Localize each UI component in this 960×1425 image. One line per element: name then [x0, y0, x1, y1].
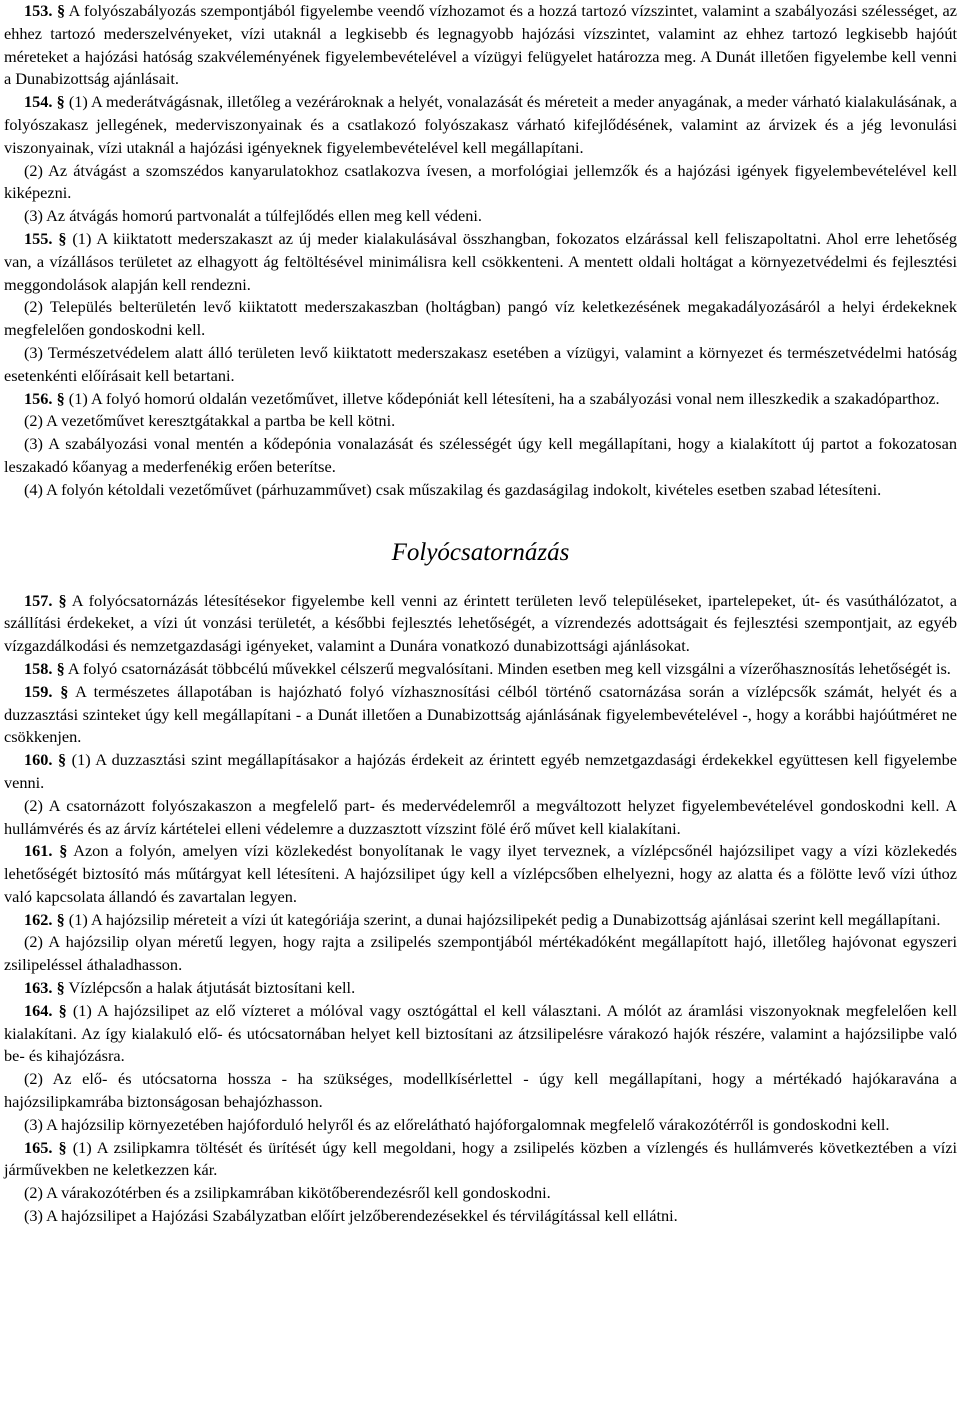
paragraph-text: (3) Természetvédelem alatt álló területen levő kiiktatott mederszakasz esetében a vízügyi, valamint a környezet és természetvédelmi hatóság esetenkénti előírásait kell betartani.	[4, 342, 957, 385]
paragraph-text: (3) A hajózsilipet a Hajózási Szabályzatban előírt jelzőberendezésekkel és térvilágítással kell ellátni.	[24, 1206, 678, 1226]
subparagraph	[4, 433, 957, 479]
paragraph-number: 156.	[24, 388, 53, 408]
subparagraph	[4, 1182, 957, 1205]
section-sign: §	[56, 92, 65, 112]
paragraph-number: 161.	[24, 841, 53, 861]
section-sign: §	[56, 1, 66, 20]
paragraph-number: 164.	[24, 1000, 53, 1020]
numbered-paragraph	[4, 840, 957, 908]
paragraph-text: (1) A folyó homorú oldalán vezetőművet, illetve kődepóniát kell létesíteni, ha a szabályozási vonal nem illeszkedik a szakadóparthoz.	[68, 388, 940, 408]
paragraph-text: (2) Település belterületén levő kiiktatott mederszakaszban (holtágban) pangó víz keletkezésének megakadályozásáról a helyi érdekeknek megfelelően gondoskodni kell.	[4, 297, 957, 340]
numbered-paragraph	[4, 749, 957, 795]
subparagraph	[4, 1205, 957, 1228]
paragraph-number: 158.	[24, 658, 53, 678]
paragraph-number: 155.	[24, 228, 53, 248]
numbered-paragraph	[4, 977, 957, 1000]
section-sign: §	[56, 978, 65, 998]
subparagraph	[4, 795, 957, 841]
paragraph-text: A természetes állapotában is hajózható folyó vízhasznosítási célból történő csatornázása során a vízlépcsők számát, helyét és a duzzasztási szinteket úgy kell megállapítani - a Dunát illetően a Dunabizottság ajánlásának figyelembevételével -, hogy a korábbi hajóútméret ne csökkenjen.	[4, 681, 957, 747]
subparagraph	[4, 1114, 957, 1137]
section-sign: §	[56, 909, 65, 929]
section-sign: §	[58, 590, 67, 610]
paragraph-number: 165.	[24, 1137, 53, 1157]
section-sign: §	[56, 658, 65, 678]
paragraph-text: (3) A hajózsilip környezetében hajóforduló helyről és az előrelátható hajóforgalomnak megfelelő várakozótérről is gondoskodni kell.	[24, 1114, 890, 1134]
paragraph-number: 162.	[24, 909, 53, 929]
paragraph-text: (2) A csatornázott folyószakaszon a megfelelő part- és medervédelemről a megváltozott helyzet figyelembevételével gondoskodni kell. A hullámvérés és az árvíz kártételei elleni védelemre a duzzasztott vízszint fölé érő művet kell kialakítani.	[4, 795, 957, 838]
subparagraph	[4, 410, 957, 433]
paragraph-text: (1) A mederátvágásnak, illetőleg a vezérároknak a helyét, vonalazását és méreteit a meder anyagának, a meder várható kialakulásának, a folyószakasz jellegének, mederviszonyainak és a csatlakozó folyószakasz várható kifejlődésének, valamint az árvizek és a jég levonulási viszonyainak, vízi utaknál a hajózási igényeknek figyelembevételével kell megállapítani.	[4, 92, 957, 157]
paragraph-text: (2) Az átvágást a szomszédos kanyarulatokhoz csatlakozva ívesen, a morfológiai jellemzők és a hajózási igények figyelembevételével kell kiképezni.	[4, 160, 957, 203]
paragraph-text: (2) A várakozótérben és a zsilipkamrában kikötőberendezésről kell gondoskodni.	[24, 1183, 551, 1203]
numbered-paragraph	[4, 1137, 957, 1183]
paragraph-number: 163.	[24, 978, 53, 998]
numbered-paragraph	[4, 681, 957, 749]
paragraph-number: 153.	[24, 1, 53, 20]
paragraph-text: Azon a folyón, amelyen vízi közlekedést bonyolítanak le vagy ilyet terveznek, a vízlépcsőnél hajózsilipet vagy a vízi közlekedés lehetőségét biztosító más műtárgyat kell létesíteni. A hajózsilipet úgy kell a vízlépcsőben elhelyezni, hogy az alatta és a fölötte levő vízi úthoz való kapcsolata állandó és zavartalan legyen.	[4, 841, 957, 906]
numbered-paragraph	[4, 91, 957, 159]
subparagraph	[4, 342, 957, 388]
subparagraph	[4, 1068, 957, 1114]
section-sign: §	[58, 1137, 67, 1157]
numbered-paragraph	[4, 590, 957, 658]
paragraph-text: (2) A vezetőművet keresztgátakkal a partba be kell kötni.	[24, 411, 396, 431]
paragraph-text: (1) A hajózsilip méreteit a vízi út kategóriája szerint, a dunai hajózsilipekét pedig a Dunabizottság ajánlásai szerint kell megállapítani.	[68, 909, 941, 929]
numbered-paragraph	[4, 1000, 957, 1068]
subparagraph	[4, 296, 957, 342]
regulation-section-folyoszabalyozas	[4, 0, 957, 502]
numbered-paragraph	[4, 0, 957, 91]
paragraph-text: A folyószabályozás szempontjából figyelembe veendő vízhozamot és a hozzá tartozó vízszintet, valamint a szabályozási szélességet, az ehhez tartozó mederszelvényeket, vízi utaknál a legkisebb és legnagyobb hajózási vízszintet, valamint az ehhez tartozó legkisebb hajóút méreteket a hajózási hatóság szakvéleményének figyelembevételével a vízügyi felügyelet határozza meg. A Dunát illetően figyelembe kell venni a Dunabizottság ajánlásait.	[4, 1, 958, 89]
paragraph-text: (2) Az elő- és utócsatorna hossza - ha szükséges, modellkísérlettel - úgy kell megállapítani, hogy a mértékadó hajókaravánа a hajózsilipkamrába biztonságosan behajózhasson.	[4, 1069, 957, 1112]
subparagraph	[4, 931, 957, 977]
subparagraph	[4, 160, 957, 206]
numbered-paragraph	[4, 388, 957, 411]
section-sign: §	[58, 750, 67, 770]
paragraph-text: (3) Az átvágás homorú partvonalát a túlfejlődés ellen meg kell védeni.	[24, 206, 482, 226]
paragraph-text: (2) A hajózsilip olyan méretű legyen, hogy rajta a zsilipelés szempontjából mértékadóként megállapított hajó, illetőleg hajóvonat egyszeri zsilipeléssel áthaladhasson.	[4, 932, 957, 975]
numbered-paragraph	[4, 228, 957, 296]
subparagraph	[4, 205, 957, 228]
paragraph-text: (1) A duzzasztási szint megállapításakor a hajózás érdekeit az érintett egyéb nemzetgazdasági érdekekkel együttesen kell figyelembe venni.	[4, 750, 958, 792]
section-heading: Folyócsatornázás	[391, 538, 570, 566]
paragraph-number: 160.	[24, 750, 53, 770]
subparagraph	[4, 479, 957, 502]
paragraph-text: (3) A szabályozási vonal mentén a kődepónia vonalazását és szélességét úgy kell megállapítani, hogy a kialakított új partot a fokozatosan leszakadó kőanyag a mederfenékig erően beterítse.	[4, 434, 957, 476]
section-sign: §	[59, 841, 68, 861]
paragraph-number: 159.	[24, 681, 53, 701]
section-sign: §	[58, 228, 67, 248]
paragraph-number: 154.	[24, 92, 53, 112]
section-sign: §	[56, 388, 65, 408]
numbered-paragraph	[4, 909, 957, 932]
paragraph-text: (1) A kiiktatott mederszakaszt az új meder kialakulásával összhangban, fokozatos elzárással kell feliszapoltatni. Ahol erre lehetőség van, a vízállásos területet az elhagyott ág feltöltésével minimálisra kell csökkenteni. A mentett oldali holtágat a környezetvédelmi és fejlesztési meggondolások alapján kell rendezni.	[4, 228, 957, 294]
section-sign: §	[58, 1000, 67, 1020]
paragraph-text: (1) A zsilipkamra töltését és ürítését úgy kell megoldani, hogy a zsilipelés közben a vízlengés és hullámverés következtében a vízi járművekben ne keletkezzen kár.	[4, 1137, 957, 1180]
paragraph-text: A folyó csatornázását többcélú művekkel célszerű megvalósítani. Minden esetben meg kell vizsgálni a vízerőhasznosítás lehetőségét is.	[67, 658, 951, 678]
paragraph-text: (1) A hajózsilipet az elő vízteret a mólóval vagy osztógáttal el kell választani. A mólót az áramlási viszonyoknak megfelelően kell kialakítani. Az így kialakuló elő- és utócsatornában helyet kell biztosítani az átzsilipelésre várakozó hajók részére, valamint a hajózsilipbe való be- és kihajózásra.	[4, 1000, 957, 1066]
regulation-section-folyocsatornazas	[4, 590, 957, 1228]
paragraph-number: 157.	[24, 590, 53, 610]
paragraph-text: (4) A folyón kétoldali vezetőművet (párhuzamművet) csak műszakilag és gazdaságilag indokolt, kivételes esetben szabad létesíteni.	[24, 479, 882, 499]
paragraph-text: A folyócsatornázás létesítésekor figyelembe kell venni az érintett területen levő településeket, ipartelepeket, út- és vasúthálózatot, a szállítási érdekeket, a vízi út vonzási területét, a későbbi fejlesztés lehetőségét, a vízrendezés adottságait és fejlesztési szempontjait, az egyéb vízgazdálkodási és nemzetgazdasági igényeket, valamint a Dunára vonatkozó dunabizottsági ajánlásokat.	[4, 590, 958, 656]
numbered-paragraph	[4, 658, 957, 681]
paragraph-text: Vízlépcsőn a halak átjutását biztosítani kell.	[68, 978, 356, 998]
section-sign: §	[60, 681, 69, 701]
